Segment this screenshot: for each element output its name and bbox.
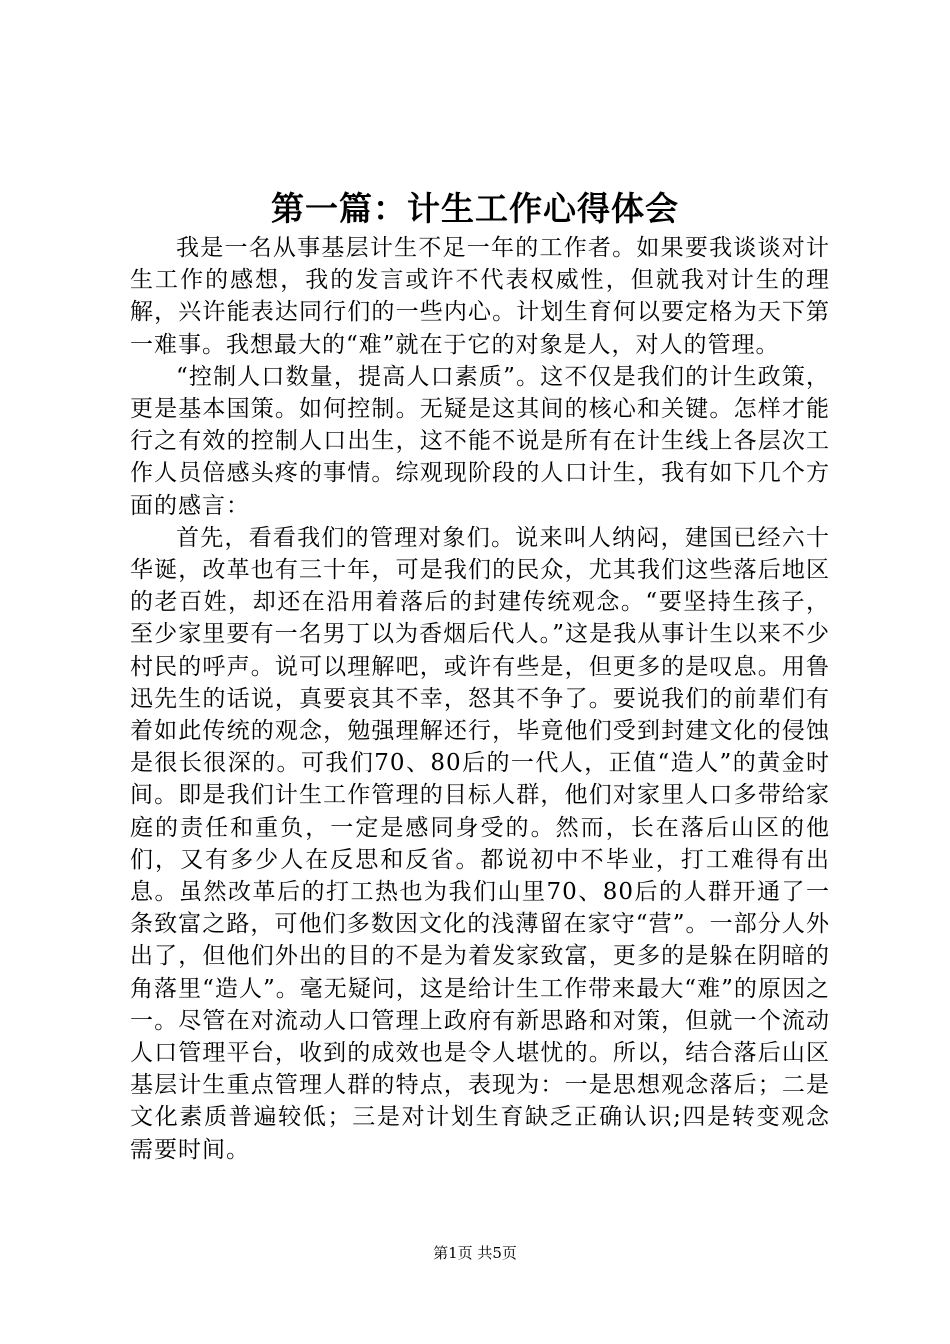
page-footer: 第1页 共5页 (433, 1244, 517, 1262)
document-title: 第一篇：计生工作心得体会 (271, 189, 679, 228)
paragraph-3: 首先，看看我们的管理对象们。说来叫人纳闷，建国已经六十华诞，改革也有三十年，可是我们的民众，尤其我们这些落后地区的老百姓，却还在沿用着落后的封建传统观念。“要坚持生孩子，至少家里要有一名男丁以为香烟后代人。”这是我从事计生以来不少村民的呼声。说可以理解吧，或许有些是，但更多的是叹息。用鲁迅先生的话说，真要哀其不幸，怒其不争了。要说我们的前辈们有着如此传统的观念，勉强理解还行，毕竟他们受到封建文化的侵蚀是很长很深的。可我们70、80后的一代人，正值“造人”的黄金时间。即是我们计生工作管理的目标人群，他们对家里人口多带给家庭的责任和重负，一定是感同身受的。然而，长在落后山区的他们，又有多少人在反思和反省。都说初中不毕业，打工难得有出息。虽然改革后的打工热也为我们山里70、80后的人群开通了一条致富之路，可他们多数因文化的浅薄留在家守“营”。一部分人外出了，但他们外出的目的不是为着发家致富，更多的是躲在阴暗的角落里“造人”。毫无疑问，这是给计生工作带来最大“难”的原因之一。尽管在对流动人口管理上政府有新思路和对策，但就一个流动人口管理平台，收到的成效也是令人堪忧的。所以，结合落后山区基层计生重点管理人群的特点，表现为：一是思想观念落后；二是文化素质普遍较低；三是对计划生育缺乏正确认识;四是转变观念需要时间。 (130, 524, 830, 1163)
paragraph-1: 我是一名从事基层计生不足一年的工作者。如果要我谈谈对计生工作的感想，我的发言或许不代表权威性，但就我对计生的理解，兴许能表达同行们的一些内心。计划生育何以要定格为天下第一难事。我想最大的“难”就在于它的对象是人，对人的管理。 (130, 235, 830, 358)
document-body (130, 232, 830, 1166)
paragraph-2: “控制人口数量，提高人口素质”。这不仅是我们的计生政策，更是基本国策。如何控制。无疑是这其间的核心和关键。怎样才能行之有效的控制人口出生，这不能不说是所有在计生线上各层次工作人员倍感头疼的事情。综观现阶段的人口计生，我有如下几个方面的感言： (130, 363, 830, 519)
